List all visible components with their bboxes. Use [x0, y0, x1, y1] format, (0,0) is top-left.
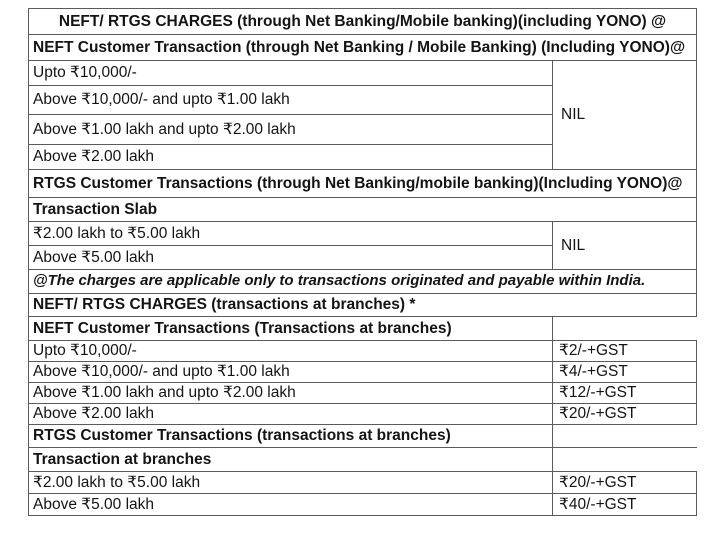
rtgs-online-subheading: Transaction Slab: [29, 198, 697, 222]
slab-cell: Above ₹1.00 lakh and upto ₹2.00 lakh: [29, 115, 553, 145]
slab-cell: Upto ₹10,000/-: [29, 61, 553, 86]
rtgs-branch-subheading: Transaction at branches: [29, 448, 553, 472]
table-row: [29, 61, 697, 86]
slab-cell: Above ₹5.00 lakh: [29, 246, 553, 270]
charge-cell: ₹2/-+GST: [553, 341, 697, 362]
neft-branch-heading: NEFT Customer Transactions (Transactions at branches): [29, 317, 553, 341]
charge-cell: ₹40/-+GST: [553, 494, 697, 516]
rtgs-online-heading-row: [29, 170, 697, 198]
empty-cell: [553, 448, 697, 472]
branch-heading: NEFT/ RTGS CHARGES (transactions at branches) *: [29, 294, 697, 317]
table-row: [29, 404, 697, 425]
slab-cell: Above ₹10,000/- and upto ₹1.00 lakh: [29, 362, 553, 383]
charge-cell: ₹12/-+GST: [553, 383, 697, 404]
charge-cell: ₹20/-+GST: [553, 472, 697, 494]
table-row: [29, 472, 697, 494]
slab-cell: Above ₹2.00 lakh: [29, 404, 553, 425]
empty-cell: [553, 425, 697, 448]
slab-cell: Above ₹1.00 lakh and upto ₹2.00 lakh: [29, 383, 553, 404]
rtgs-online-subheading-row: [29, 198, 697, 222]
title-row: [29, 9, 697, 35]
empty-cell: [553, 317, 697, 341]
table-title: NEFT/ RTGS CHARGES (through Net Banking/Mobile banking)(including YONO) @: [29, 9, 697, 35]
charge-cell: ₹20/-+GST: [553, 404, 697, 425]
rtgs-branch-heading-row: [29, 425, 697, 448]
neft-online-heading: NEFT Customer Transaction (through Net Banking / Mobile Banking) (Including YONO)@: [29, 35, 697, 61]
slab-cell: Above ₹10,000/- and upto ₹1.00 lakh: [29, 86, 553, 115]
note-row: [29, 270, 697, 294]
rtgs-branch-subheading-row: [29, 448, 697, 472]
table-row: [29, 222, 697, 246]
slab-cell: ₹2.00 lakh to ₹5.00 lakh: [29, 222, 553, 246]
neft-online-heading-row: [29, 35, 697, 61]
table-row: [29, 494, 697, 516]
rtgs-branch-heading: RTGS Customer Transactions (transactions at branches): [29, 425, 553, 448]
applicability-note: @The charges are applicable only to transactions originated and payable within India.: [29, 270, 697, 294]
table-row: [29, 362, 697, 383]
slab-cell: Above ₹5.00 lakh: [29, 494, 553, 516]
slab-cell: Above ₹2.00 lakh: [29, 145, 553, 170]
rtgs-online-heading: RTGS Customer Transactions (through Net Banking/mobile banking)(Including YONO)@: [29, 170, 697, 198]
rtgs-online-charge: NIL: [553, 222, 697, 270]
table-row: [29, 341, 697, 362]
slab-cell: ₹2.00 lakh to ₹5.00 lakh: [29, 472, 553, 494]
branch-heading-row: [29, 294, 697, 317]
table-row: [29, 383, 697, 404]
charges-document: [28, 8, 696, 516]
neft-online-charge: NIL: [553, 61, 697, 170]
neft-branch-heading-row: [29, 317, 697, 341]
slab-cell: Upto ₹10,000/-: [29, 341, 553, 362]
charges-table: [28, 8, 697, 516]
charge-cell: ₹4/-+GST: [553, 362, 697, 383]
